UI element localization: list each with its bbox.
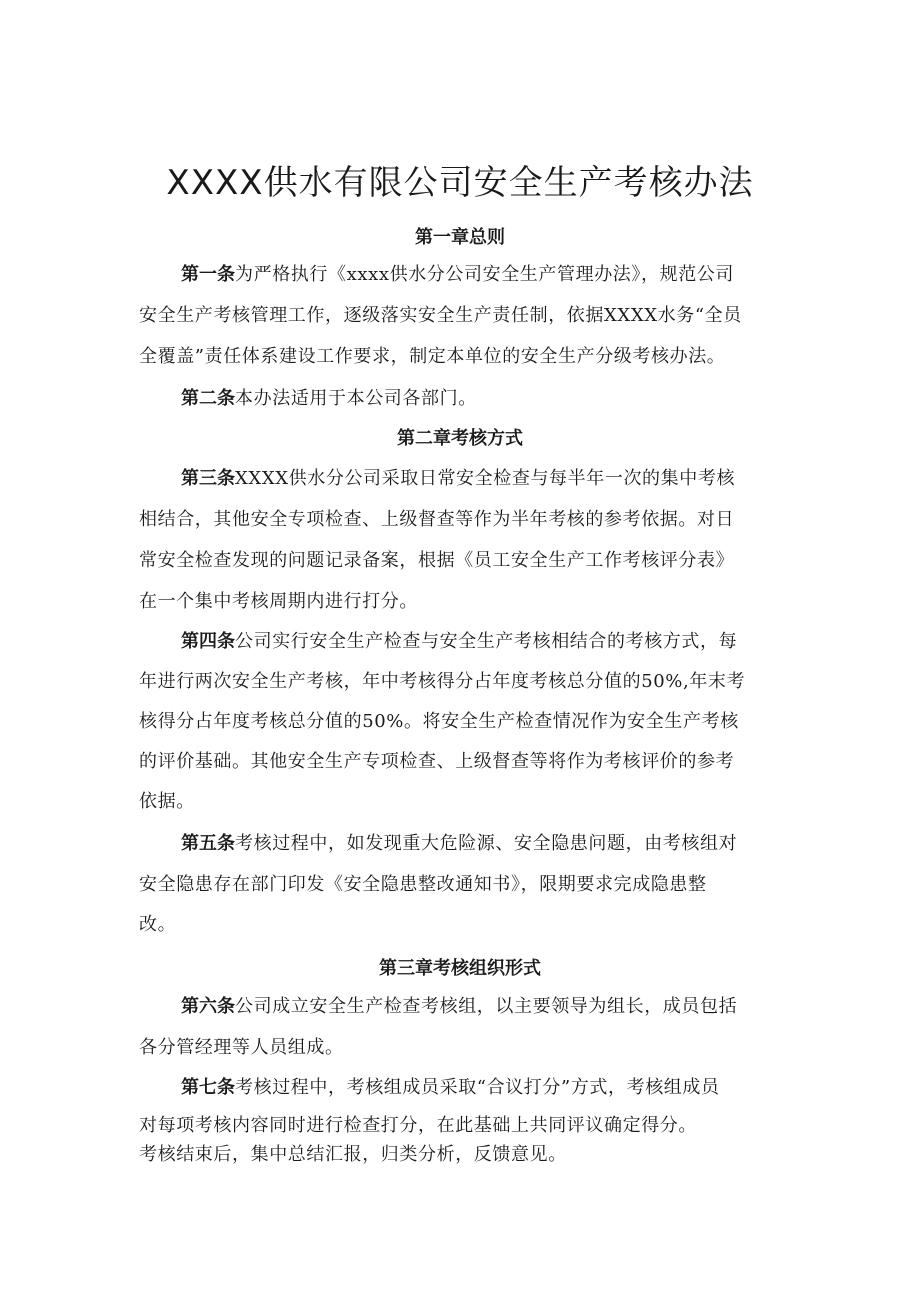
article-3-line-2: 相结合，其他安全专项检查、上级督查等作为半年考核的参考依据。对日 <box>139 509 735 530</box>
article-3-line-1 <box>181 467 735 491</box>
article-6-line-2: 各分管经理等人员组成。 <box>139 1037 344 1058</box>
article-4-line-1 <box>181 630 737 654</box>
chapter-2-heading: 第二章考核方式 <box>397 428 523 449</box>
document-title: XXXX供水有限公司安全生产考核办法 <box>166 162 754 203</box>
article-4-line-2: 年进行两次安全生产考核，年中考核得分占年度考核总分值的50%,年末考 <box>139 671 746 692</box>
article-7-line-1 <box>181 1076 720 1100</box>
article-1-text-1: 为严格执行《xxxx供水分公司安全生产管理办法》，规范公司 <box>235 264 735 285</box>
article-6-text-1: 公司成立安全生产检查考核组，以主要领导为组长，成员包括 <box>235 996 738 1017</box>
article-7-label: 第七条 <box>181 1077 235 1098</box>
article-5-line-2: 安全隐患存在部门印发《安全隐患整改通知书》，限期要求完成隐患整 <box>139 874 707 895</box>
article-1-line-1 <box>181 263 734 287</box>
article-4-text-1: 公司实行安全生产检查与安全生产考核相结合的考核方式，每 <box>235 631 738 652</box>
article-5-label: 第五条 <box>181 833 235 854</box>
article-1-label: 第一条 <box>181 264 235 285</box>
article-2-label: 第二条 <box>181 388 235 409</box>
article-1-line-3: 全覆盖”责任体系建设工作要求，制定本单位的安全生产分级考核办法。 <box>139 346 726 367</box>
article-4-line-3: 核得分占年度考核总分值的50%。将安全生产检查情况作为安全生产考核 <box>139 711 739 732</box>
article-7-line-3: 考核结束后，集中总结汇报，归类分析，反馈意见。 <box>139 1144 567 1165</box>
article-1-line-2: 安全生产考核管理工作，逐级落实安全生产责任制，依据XXXX水务“全员 <box>139 305 742 326</box>
article-4-label: 第四条 <box>181 631 235 652</box>
article-7-line-2: 对每项考核内容同时进行检查打分，在此基础上共同评议确定得分。 <box>139 1115 697 1136</box>
article-4-line-5: 依据。 <box>139 791 195 812</box>
article-2-text-1: 本办法适用于本公司各部门。 <box>235 388 477 409</box>
article-3-line-4: 在一个集中考核周期内进行打分。 <box>139 591 418 612</box>
chapter-1-heading: 第一章总则 <box>415 227 505 248</box>
article-3-line-3: 常安全检查发现的问题记录备案，根据《员工安全生产工作考核评分表》 <box>139 550 735 571</box>
article-2-line-1 <box>181 387 477 411</box>
article-5-line-3: 改。 <box>139 914 177 935</box>
article-5-line-1 <box>181 832 737 856</box>
article-3-text-1: XXXX供水分公司采取日常安全检查与每半年一次的集中考核 <box>235 468 736 489</box>
article-4-line-4: 的评价基础。其他安全生产专项检查、上级督查等将作为考核评价的参考 <box>139 751 735 772</box>
article-6-line-1 <box>181 995 737 1019</box>
article-6-label: 第六条 <box>181 996 235 1017</box>
article-5-text-1: 考核过程中，如发现重大危险源、安全隐患问题，由考核组对 <box>235 833 738 854</box>
chapter-3-heading: 第三章考核组织形式 <box>379 958 541 979</box>
article-3-label: 第三条 <box>181 468 235 489</box>
article-7-text-1: 考核过程中，考核组成员采取“合议打分”方式，考核组成员 <box>235 1077 720 1098</box>
